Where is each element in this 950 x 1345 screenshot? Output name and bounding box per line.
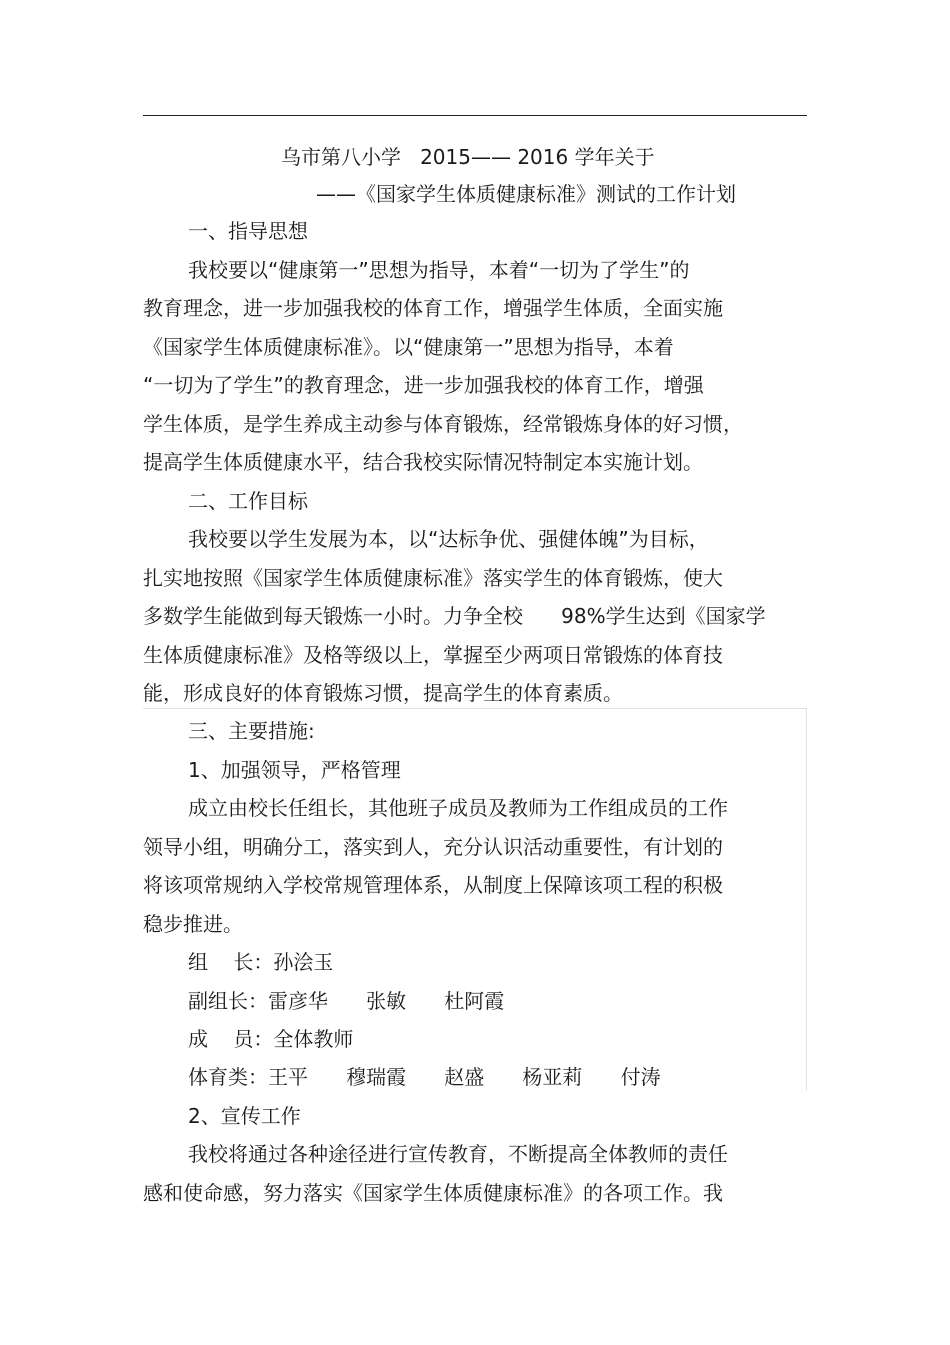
paragraph-line: “一切为了学生”的教育理念，进一步加强我校的体育工作，增强 [143, 373, 704, 397]
paragraph-line: 扎实地按照《国家学生体质健康标准》落实学生的体育锻炼，使大 [143, 566, 723, 590]
roster-leader: 组 长：孙浍玉 [188, 950, 334, 974]
paragraph-line: 我校将通过各种途径进行宣传教育，不断提高全体教师的责任 [188, 1142, 728, 1166]
paragraph-line: 感和使命感，努力落实《国家学生体质健康标准》的各项工作。我 [143, 1181, 723, 1205]
paragraph-line: 成立由校长任组长，其他班子成员及教师为工作组成员的工作 [188, 796, 728, 820]
title-line-1: 乌市第八小学 2015—— 2016 学年关于 [281, 145, 655, 169]
section-1-heading: 一、指导思想 [188, 219, 308, 243]
paragraph-line: 《国家学生体质健康标准》。以“健康第一”思想为指导，本着 [143, 335, 674, 359]
paragraph-line: 学生体质，是学生养成主动参与体育锻炼，经常锻炼身体的好习惯， [143, 412, 743, 436]
subsection-1-heading: 1、加强领导，严格管理 [188, 758, 401, 782]
section-2-heading: 二、工作目标 [188, 489, 308, 513]
paragraph-line: 能，形成良好的体育锻炼习惯，提高学生的体育素质。 [143, 681, 623, 705]
section-3-heading: 三、主要措施: [188, 719, 315, 743]
paragraph-line: 领导小组，明确分工，落实到人，充分认识活动重要性，有计划的 [143, 835, 723, 859]
paragraph-line: 教育理念，进一步加强我校的体育工作，增强学生体质，全面实施 [143, 296, 723, 320]
subsection-2-heading: 2、宣传工作 [188, 1104, 301, 1128]
paragraph-line: 将该项常规纳入学校常规管理体系，从制度上保障该项工程的积极 [143, 873, 723, 897]
roster-members: 成 员：全体教师 [188, 1027, 354, 1051]
paragraph-line: 我校要以学生发展为本，以“达标争优、强健体魄”为目标， [188, 527, 709, 551]
header-rule [143, 115, 807, 116]
paragraph-line: 生体质健康标准》及格等级以上，掌握至少两项日常锻炼的体育技 [143, 643, 723, 667]
roster-deputies: 副组长：雷彦华 张敏 杜阿霞 [188, 989, 505, 1013]
paragraph-line: 提高学生体质健康水平，结合我校实际情况特制定本实施计划。 [143, 450, 703, 474]
paragraph-line: 多数学生能做到每天锻炼一小时。力争全校 98%学生达到《国家学 [143, 604, 766, 628]
paragraph-line: 稳步推进。 [143, 912, 243, 936]
roster-pe-staff: 体育类：王平 穆瑞霞 赵盛 杨亚莉 付涛 [188, 1065, 661, 1089]
paragraph-line: 我校要以“健康第一”思想为指导，本着“一切为了学生”的 [188, 258, 690, 282]
title-line-2: ——《国家学生体质健康标准》测试的工作计划 [316, 182, 736, 206]
